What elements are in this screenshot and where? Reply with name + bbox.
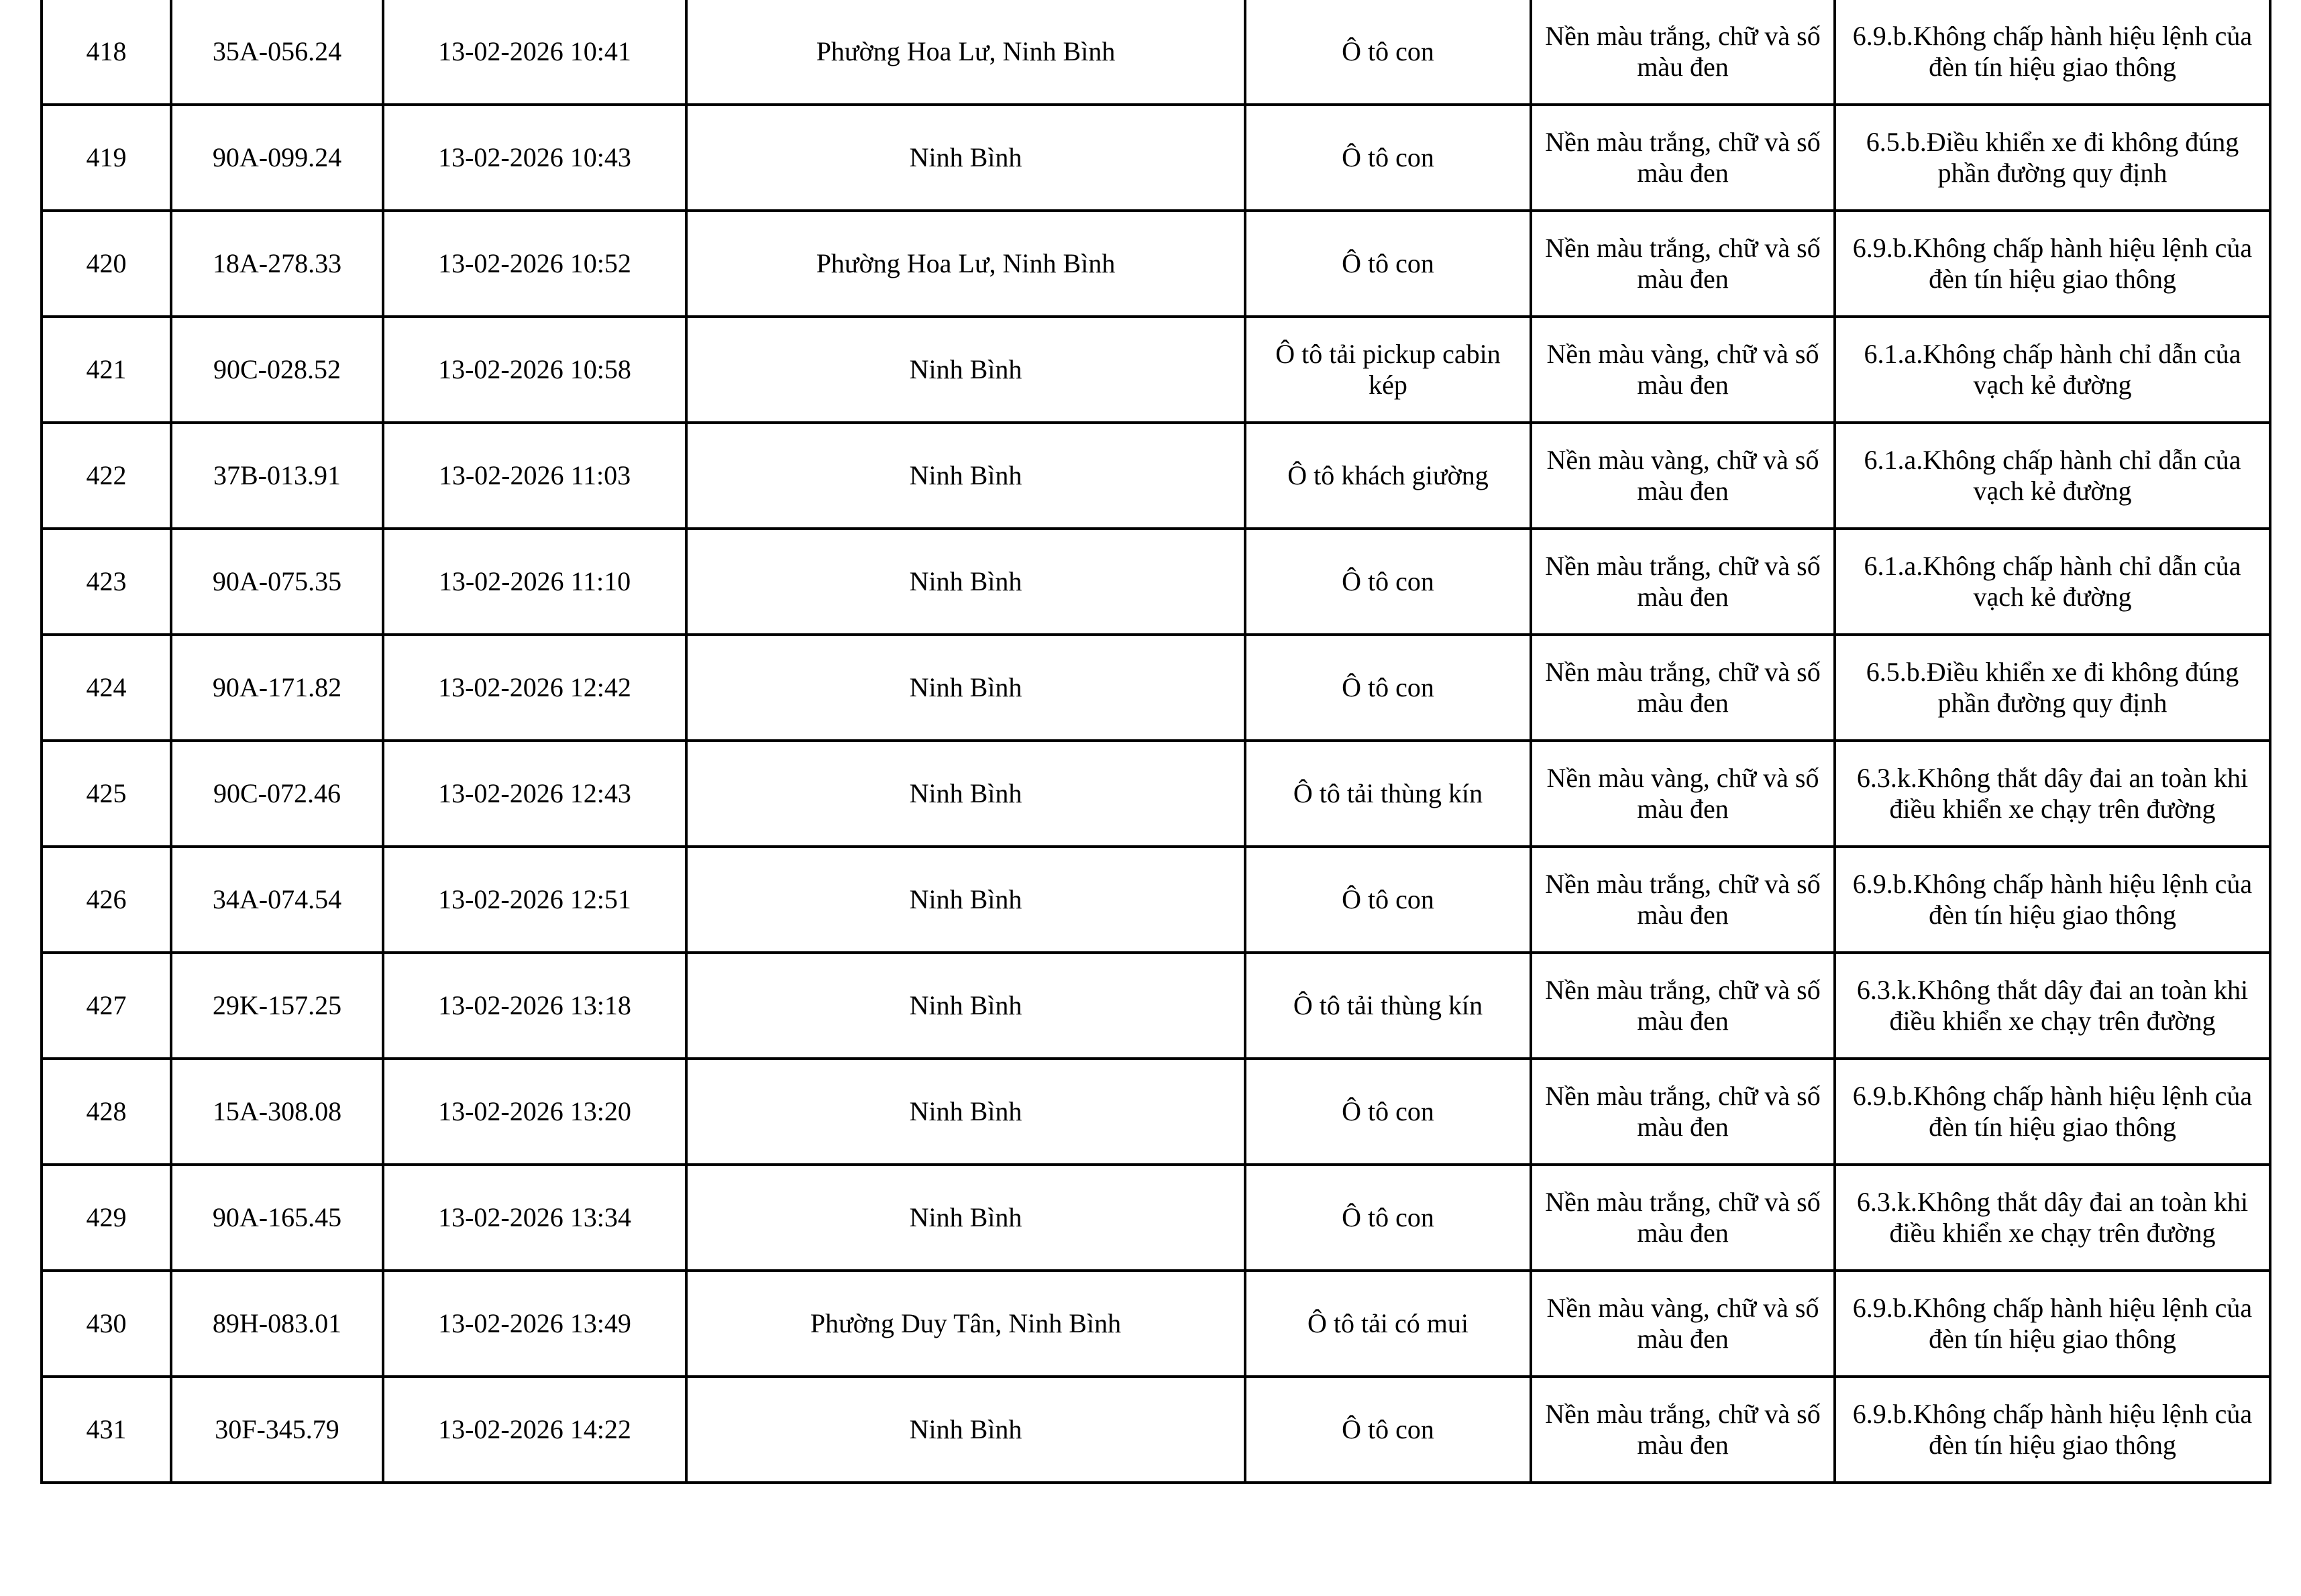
cell-location: Ninh Bình — [686, 105, 1245, 211]
cell-vehicle-type: Ô tô khách giường — [1245, 423, 1531, 529]
cell-plate-color: Nền màu trắng, chữ và số màu đen — [1531, 0, 1835, 105]
cell-stt: 422 — [42, 423, 171, 529]
cell-violation: 6.5.b.Điều khiển xe đi không đúng phần đường quy định — [1835, 105, 2270, 211]
cell-time: 13-02-2026 12:43 — [383, 741, 686, 847]
cell-time: 13-02-2026 13:18 — [383, 953, 686, 1059]
cell-plate: 90A-165.45 — [171, 1165, 383, 1271]
cell-location: Ninh Bình — [686, 1377, 1245, 1483]
cell-stt: 424 — [42, 635, 171, 741]
table-row — [42, 1271, 2270, 1377]
cell-time: 13-02-2026 11:10 — [383, 529, 686, 635]
cell-plate: 29K-157.25 — [171, 953, 383, 1059]
cell-vehicle-type: Ô tô tải thùng kín — [1245, 953, 1531, 1059]
cell-vehicle-type: Ô tô con — [1245, 105, 1531, 211]
cell-vehicle-type: Ô tô con — [1245, 1059, 1531, 1165]
cell-plate-color: Nền màu vàng, chữ và số màu đen — [1531, 1271, 1835, 1377]
cell-vehicle-type: Ô tô con — [1245, 1377, 1531, 1483]
cell-location: Ninh Bình — [686, 741, 1245, 847]
table-row — [42, 1059, 2270, 1165]
cell-location: Ninh Bình — [686, 635, 1245, 741]
cell-stt: 421 — [42, 317, 171, 423]
cell-location: Ninh Bình — [686, 423, 1245, 529]
cell-vehicle-type: Ô tô tải thùng kín — [1245, 741, 1531, 847]
cell-time: 13-02-2026 14:22 — [383, 1377, 686, 1483]
cell-time: 13-02-2026 13:34 — [383, 1165, 686, 1271]
cell-stt: 428 — [42, 1059, 171, 1165]
cell-violation: 6.1.a.Không chấp hành chỉ dẫn của vạch kẻ đường — [1835, 423, 2270, 529]
cell-plate: 15A-308.08 — [171, 1059, 383, 1165]
cell-location: Phường Hoa Lư, Ninh Bình — [686, 0, 1245, 105]
cell-plate-color: Nền màu trắng, chữ và số màu đen — [1531, 1165, 1835, 1271]
table-row — [42, 847, 2270, 953]
cell-plate-color: Nền màu trắng, chữ và số màu đen — [1531, 847, 1835, 953]
cell-location: Ninh Bình — [686, 529, 1245, 635]
cell-plate: 18A-278.33 — [171, 211, 383, 317]
cell-time: 13-02-2026 12:51 — [383, 847, 686, 953]
table-row — [42, 1377, 2270, 1483]
cell-violation: 6.3.k.Không thắt dây đai an toàn khi điều khiển xe chạy trên đường — [1835, 953, 2270, 1059]
cell-violation: 6.3.k.Không thắt dây đai an toàn khi điều khiển xe chạy trên đường — [1835, 741, 2270, 847]
cell-vehicle-type: Ô tô tải có mui — [1245, 1271, 1531, 1377]
cell-plate: 35A-056.24 — [171, 0, 383, 105]
cell-plate-color: Nền màu vàng, chữ và số màu đen — [1531, 317, 1835, 423]
cell-location: Phường Hoa Lư, Ninh Bình — [686, 211, 1245, 317]
cell-plate-color: Nền màu vàng, chữ và số màu đen — [1531, 741, 1835, 847]
table-row — [42, 635, 2270, 741]
table-row — [42, 317, 2270, 423]
cell-violation: 6.9.b.Không chấp hành hiệu lệnh của đèn tín hiệu giao thông — [1835, 211, 2270, 317]
cell-violation: 6.5.b.Điều khiển xe đi không đúng phần đường quy định — [1835, 635, 2270, 741]
cell-plate-color: Nền màu trắng, chữ và số màu đen — [1531, 1377, 1835, 1483]
cell-location: Ninh Bình — [686, 953, 1245, 1059]
cell-stt: 423 — [42, 529, 171, 635]
cell-time: 13-02-2026 10:58 — [383, 317, 686, 423]
table-body — [42, 0, 2270, 1483]
cell-plate: 90A-171.82 — [171, 635, 383, 741]
cell-vehicle-type: Ô tô con — [1245, 635, 1531, 741]
cell-stt: 419 — [42, 105, 171, 211]
cell-time: 13-02-2026 11:03 — [383, 423, 686, 529]
cell-vehicle-type: Ô tô con — [1245, 0, 1531, 105]
cell-stt: 420 — [42, 211, 171, 317]
cell-plate-color: Nền màu trắng, chữ và số màu đen — [1531, 529, 1835, 635]
cell-location: Ninh Bình — [686, 317, 1245, 423]
cell-plate-color: Nền màu trắng, chữ và số màu đen — [1531, 1059, 1835, 1165]
cell-violation: 6.1.a.Không chấp hành chỉ dẫn của vạch kẻ đường — [1835, 317, 2270, 423]
cell-violation: 6.9.b.Không chấp hành hiệu lệnh của đèn tín hiệu giao thông — [1835, 847, 2270, 953]
cell-vehicle-type: Ô tô tải pickup cabin kép — [1245, 317, 1531, 423]
cell-stt: 429 — [42, 1165, 171, 1271]
table-row — [42, 105, 2270, 211]
cell-violation: 6.9.b.Không chấp hành hiệu lệnh của đèn tín hiệu giao thông — [1835, 1271, 2270, 1377]
table-row — [42, 741, 2270, 847]
cell-plate: 90C-028.52 — [171, 317, 383, 423]
violations-table — [40, 0, 2271, 1484]
table-row — [42, 1165, 2270, 1271]
cell-violation: 6.1.a.Không chấp hành chỉ dẫn của vạch kẻ đường — [1835, 529, 2270, 635]
cell-stt: 431 — [42, 1377, 171, 1483]
cell-stt: 430 — [42, 1271, 171, 1377]
cell-stt: 426 — [42, 847, 171, 953]
cell-vehicle-type: Ô tô con — [1245, 211, 1531, 317]
table-row — [42, 423, 2270, 529]
cell-violation: 6.3.k.Không thắt dây đai an toàn khi điều khiển xe chạy trên đường — [1835, 1165, 2270, 1271]
table-row — [42, 529, 2270, 635]
table-row — [42, 0, 2270, 105]
cell-plate-color: Nền màu trắng, chữ và số màu đen — [1531, 211, 1835, 317]
cell-violation: 6.9.b.Không chấp hành hiệu lệnh của đèn tín hiệu giao thông — [1835, 1059, 2270, 1165]
cell-time: 13-02-2026 13:20 — [383, 1059, 686, 1165]
cell-plate: 34A-074.54 — [171, 847, 383, 953]
cell-plate-color: Nền màu vàng, chữ và số màu đen — [1531, 423, 1835, 529]
cell-location: Phường Duy Tân, Ninh Bình — [686, 1271, 1245, 1377]
table-row — [42, 953, 2270, 1059]
cell-violation: 6.9.b.Không chấp hành hiệu lệnh của đèn tín hiệu giao thông — [1835, 1377, 2270, 1483]
cell-violation: 6.9.b.Không chấp hành hiệu lệnh của đèn tín hiệu giao thông — [1835, 0, 2270, 105]
table-row — [42, 211, 2270, 317]
cell-plate: 30F-345.79 — [171, 1377, 383, 1483]
cell-stt: 427 — [42, 953, 171, 1059]
cell-plate-color: Nền màu trắng, chữ và số màu đen — [1531, 635, 1835, 741]
cell-time: 13-02-2026 10:52 — [383, 211, 686, 317]
cell-vehicle-type: Ô tô con — [1245, 529, 1531, 635]
cell-plate: 89H-083.01 — [171, 1271, 383, 1377]
cell-location: Ninh Bình — [686, 1059, 1245, 1165]
cell-time: 13-02-2026 12:42 — [383, 635, 686, 741]
cell-stt: 418 — [42, 0, 171, 105]
cell-plate: 90A-075.35 — [171, 529, 383, 635]
cell-plate: 90C-072.46 — [171, 741, 383, 847]
cell-stt: 425 — [42, 741, 171, 847]
cell-vehicle-type: Ô tô con — [1245, 1165, 1531, 1271]
cell-vehicle-type: Ô tô con — [1245, 847, 1531, 953]
cell-location: Ninh Bình — [686, 847, 1245, 953]
cell-plate-color: Nền màu trắng, chữ và số màu đen — [1531, 105, 1835, 211]
cell-plate: 90A-099.24 — [171, 105, 383, 211]
cell-plate-color: Nền màu trắng, chữ và số màu đen — [1531, 953, 1835, 1059]
cell-time: 13-02-2026 13:49 — [383, 1271, 686, 1377]
cell-time: 13-02-2026 10:43 — [383, 105, 686, 211]
cell-time: 13-02-2026 10:41 — [383, 0, 686, 105]
cell-location: Ninh Bình — [686, 1165, 1245, 1271]
cell-plate: 37B-013.91 — [171, 423, 383, 529]
